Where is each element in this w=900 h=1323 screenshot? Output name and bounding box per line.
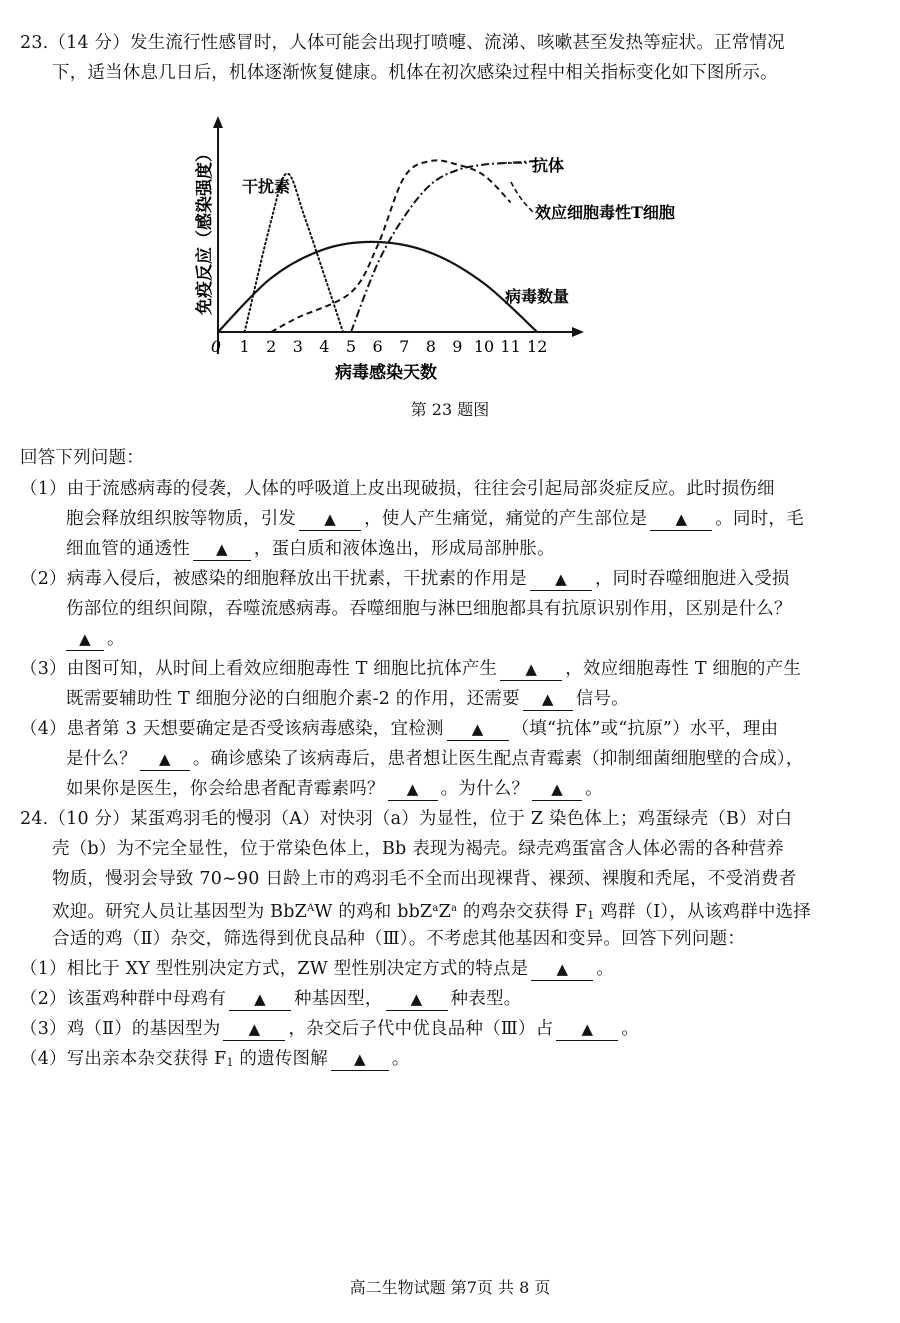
q23-1-text-a: 胞会释放组织胺等物质，引发 xyxy=(66,509,297,529)
q24-2-text-a: （2）该蛋鸡种群中母鸡有 xyxy=(20,989,227,1009)
blank-mark: ▲ xyxy=(581,1020,594,1038)
q23-4-text-a: （4）患者第 3 天想要确定是否受该病毒感染，宜检测 xyxy=(20,719,444,739)
x-tick-label: 9 xyxy=(452,337,463,356)
q23-4-line-3 xyxy=(66,776,603,802)
q23-2-line-3 xyxy=(66,626,125,652)
blank-mark: ▲ xyxy=(354,1050,366,1068)
y-axis-arrow xyxy=(213,116,223,128)
q24-4-text-c: 。 xyxy=(391,1049,410,1069)
q24-2-text-c: 种表型。 xyxy=(450,989,522,1009)
x-axis-arrow xyxy=(572,327,584,337)
answer-blank[interactable] xyxy=(140,748,190,771)
ctl-leader xyxy=(511,182,533,212)
x-tick-label: 7 xyxy=(399,337,410,356)
q23-1-text-c: 。同时，毛 xyxy=(715,509,804,529)
x-tick-label: 8 xyxy=(425,337,436,356)
x-tick-label: 10 xyxy=(473,337,495,356)
q23-2-text-a: （2）病毒入侵后，被感染的细胞释放出干扰素，干扰素的作用是 xyxy=(20,569,527,589)
x-tick-label: 5 xyxy=(345,337,357,356)
blank-mark: ▲ xyxy=(551,780,563,798)
answer-blank[interactable] xyxy=(193,538,251,561)
series-label-interferon: 干扰素 xyxy=(242,177,291,196)
q24-l4-d: 的鸡杂交获得 F xyxy=(457,902,588,922)
answer-blank[interactable] xyxy=(650,508,712,531)
q23-4-text-f: 。为什么？ xyxy=(440,779,530,799)
blank-mark: ▲ xyxy=(79,630,91,648)
q23-4-text-g: 。 xyxy=(585,779,603,799)
blank-mark: ▲ xyxy=(556,960,569,978)
q23-3-line-1 xyxy=(20,656,801,682)
answer-blank[interactable] xyxy=(532,778,582,801)
blank-mark: ▲ xyxy=(406,780,419,798)
answer-blank[interactable] xyxy=(223,1018,285,1041)
immune-response-chart xyxy=(0,0,900,400)
answer-blank[interactable] xyxy=(556,1018,618,1041)
blank-mark: ▲ xyxy=(216,540,228,558)
figure-caption: 第 23 题图 xyxy=(410,400,490,419)
blank-mark: ▲ xyxy=(248,1020,261,1038)
q24-l4-c: Z xyxy=(438,902,451,922)
blank-mark: ▲ xyxy=(555,570,567,588)
q23-4-line-2 xyxy=(66,746,804,772)
x-tick-label: 11 xyxy=(500,337,521,356)
q23-1-text-d: 细血管的通透性 xyxy=(66,539,190,559)
series-line-1 xyxy=(218,242,537,332)
blank-mark: ▲ xyxy=(254,990,266,1008)
q23-2-text-b: ，同时吞噬细胞进入受损 xyxy=(594,569,790,589)
answer-blank[interactable] xyxy=(531,958,593,981)
q24-l4-sup1: A xyxy=(306,903,315,914)
x-tick-label: 4 xyxy=(319,337,330,356)
q23-4-line-1 xyxy=(20,716,778,742)
q24-2-text-b: 种基因型， xyxy=(294,989,383,1009)
q24-4-line xyxy=(20,1046,410,1072)
q23-1-line-3 xyxy=(66,536,555,562)
answer-blank[interactable] xyxy=(66,628,104,651)
q23-3-text-b: ，效应细胞毒性 T 细胞的产生 xyxy=(565,659,802,679)
q24-4-sub: 1 xyxy=(226,1056,234,1069)
q24-stem-line-3: 物质，慢羽会导致 70~90 日龄上市的鸡羽毛不全而出现裸背、裸颈、裸腹和秃尾，不受消费者 xyxy=(52,869,797,889)
answer-blank[interactable] xyxy=(229,988,291,1011)
answer-blank[interactable] xyxy=(388,778,438,801)
blank-mark: ▲ xyxy=(158,750,171,768)
q23-4-text-d: 。确诊感染了该病毒后，患者想让医生配点青霉素（抑制细菌细胞壁的合成）， xyxy=(192,749,804,769)
q24-stem-line-2: 壳（b）为不完全显性，位于常染色体上，Bb 表现为褐壳。绿壳鸡蛋富含人体必需的各种营养 xyxy=(52,839,784,859)
x-tick-label: 1 xyxy=(239,337,250,356)
q24-l4-a: 欢迎。研究人员让基因型为 BbZ xyxy=(52,902,307,922)
answer-blank[interactable] xyxy=(331,1048,389,1071)
answer-blank[interactable] xyxy=(447,718,509,741)
answer-blank[interactable] xyxy=(386,988,448,1011)
blank-mark: ▲ xyxy=(525,660,538,678)
x-tick-label: 3 xyxy=(292,337,303,356)
answer-intro: 回答下列问题： xyxy=(20,448,144,468)
x-tick-label: 12 xyxy=(527,337,548,356)
q24-1-text-b: 。 xyxy=(596,959,615,979)
q23-3-text-a: （3）由图可知，从时间上看效应细胞毒性 T 细胞比抗体产生 xyxy=(20,659,498,679)
answer-blank[interactable] xyxy=(500,658,562,681)
q24-4-text-a: （4）写出亲本杂交获得 F xyxy=(20,1049,227,1069)
blank-mark: ▲ xyxy=(541,690,554,708)
q24-3-text-a: （3）鸡（Ⅱ）的基因型为 xyxy=(20,1019,221,1039)
q24-l4-sup2: a xyxy=(432,903,439,914)
x-tick-label: 0 xyxy=(210,337,222,356)
q23-1-text-b: ，使人产生痛觉，痛觉的产生部位是 xyxy=(364,509,648,529)
x-tick-label: 2 xyxy=(266,337,277,356)
q23-stem-line-1: 23.（14 分）发生流行性感冒时，人体可能会出现打喷嚏、流涕、咳嗽甚至发热等症状。正常情况 xyxy=(20,33,785,53)
series-line-0 xyxy=(245,174,343,332)
y-axis-label: 免疫反应（感染强度） xyxy=(195,145,215,315)
answer-blank[interactable] xyxy=(299,508,361,531)
q23-4-text-c: 是什么？ xyxy=(66,749,137,769)
page-footer: 高二生物试题 第7页 共 8 页 xyxy=(349,1278,551,1297)
q23-stem-line-2: 下，适当休息几日后，机体逐渐恢复健康。机体在初次感染过程中相关指标变化如下图所示。 xyxy=(52,63,778,83)
q23-2-text-c: 。 xyxy=(107,629,125,649)
q24-4-text-b: 的遗传图解 xyxy=(233,1049,328,1069)
series-label-ctl: 效应细胞毒性T细胞 xyxy=(535,203,675,222)
q23-4-text-b: （填“抗体”或“抗原”）水平，理由 xyxy=(511,719,779,739)
answer-blank[interactable] xyxy=(523,688,573,711)
x-axis-label: 病毒感染天数 xyxy=(335,363,437,383)
blank-mark: ▲ xyxy=(324,510,336,528)
blank-mark: ▲ xyxy=(675,510,688,528)
q24-3-text-b: ，杂交后子代中优良品种（Ⅲ）占 xyxy=(288,1019,554,1039)
q24-1-text-a: （1）相比于 XY 型性别决定方式，ZW 型性别决定方式的特点是 xyxy=(20,959,529,979)
q24-l4-sub: 1 xyxy=(587,909,595,922)
q23-4-text-e: 如果你是医生，你会给患者配青霉素吗？ xyxy=(66,779,385,799)
q24-stem-line-5: 合适的鸡（Ⅱ）杂交，筛选得到优良品种（Ⅲ）。不考虑其他基因和变异。回答下列问题： xyxy=(52,929,746,949)
q24-stem-line-1: 24.（10 分）某蛋鸡羽毛的慢羽（A）对快羽（a）为显性，位于 Z 染色体上；鸡蛋绿壳（B）对白 xyxy=(20,809,793,829)
q23-2-line-2: 伤部位的组织间隙，吞噬流感病毒。吞噬细胞与淋巴细胞都具有抗原识别作用，区别是什么？ xyxy=(66,599,792,619)
q24-1-line xyxy=(20,956,614,982)
q24-l4-e: 鸡群（Ⅰ），从该鸡群中选择 xyxy=(594,902,811,922)
q23-1-text-e: ，蛋白质和液体逸出，形成局部肿胀。 xyxy=(253,539,555,559)
series-label-antibody: 抗体 xyxy=(532,156,565,175)
q23-1-line-1: （1）由于流感病毒的侵袭，人体的呼吸道上皮出现破损，往往会引起局部炎症反应。此时损伤细 xyxy=(20,479,775,499)
q23-3-text-d: 信号。 xyxy=(575,689,629,709)
q23-1-line-2 xyxy=(66,506,804,532)
series-line-3 xyxy=(271,160,510,332)
blank-mark: ▲ xyxy=(410,990,423,1008)
q24-l4-b: W 的鸡和 bbZ xyxy=(314,902,433,922)
x-tick-label: 6 xyxy=(372,337,383,356)
q24-2-line xyxy=(20,986,521,1012)
q24-3-line xyxy=(20,1016,639,1042)
q23-3-line-2 xyxy=(66,686,629,712)
series-label-virus: 病毒数量 xyxy=(505,287,570,306)
q23-2-line-1 xyxy=(20,566,790,592)
q24-stem-line-4 xyxy=(52,896,811,922)
q23-3-text-c: 既需要辅助性 T 细胞分泌的白细胞介素-2 的作用，还需要 xyxy=(66,689,520,709)
blank-mark: ▲ xyxy=(471,720,484,738)
q24-l4-sup3: a xyxy=(450,903,458,914)
answer-blank[interactable] xyxy=(530,568,592,591)
q24-3-text-c: 。 xyxy=(621,1019,640,1039)
